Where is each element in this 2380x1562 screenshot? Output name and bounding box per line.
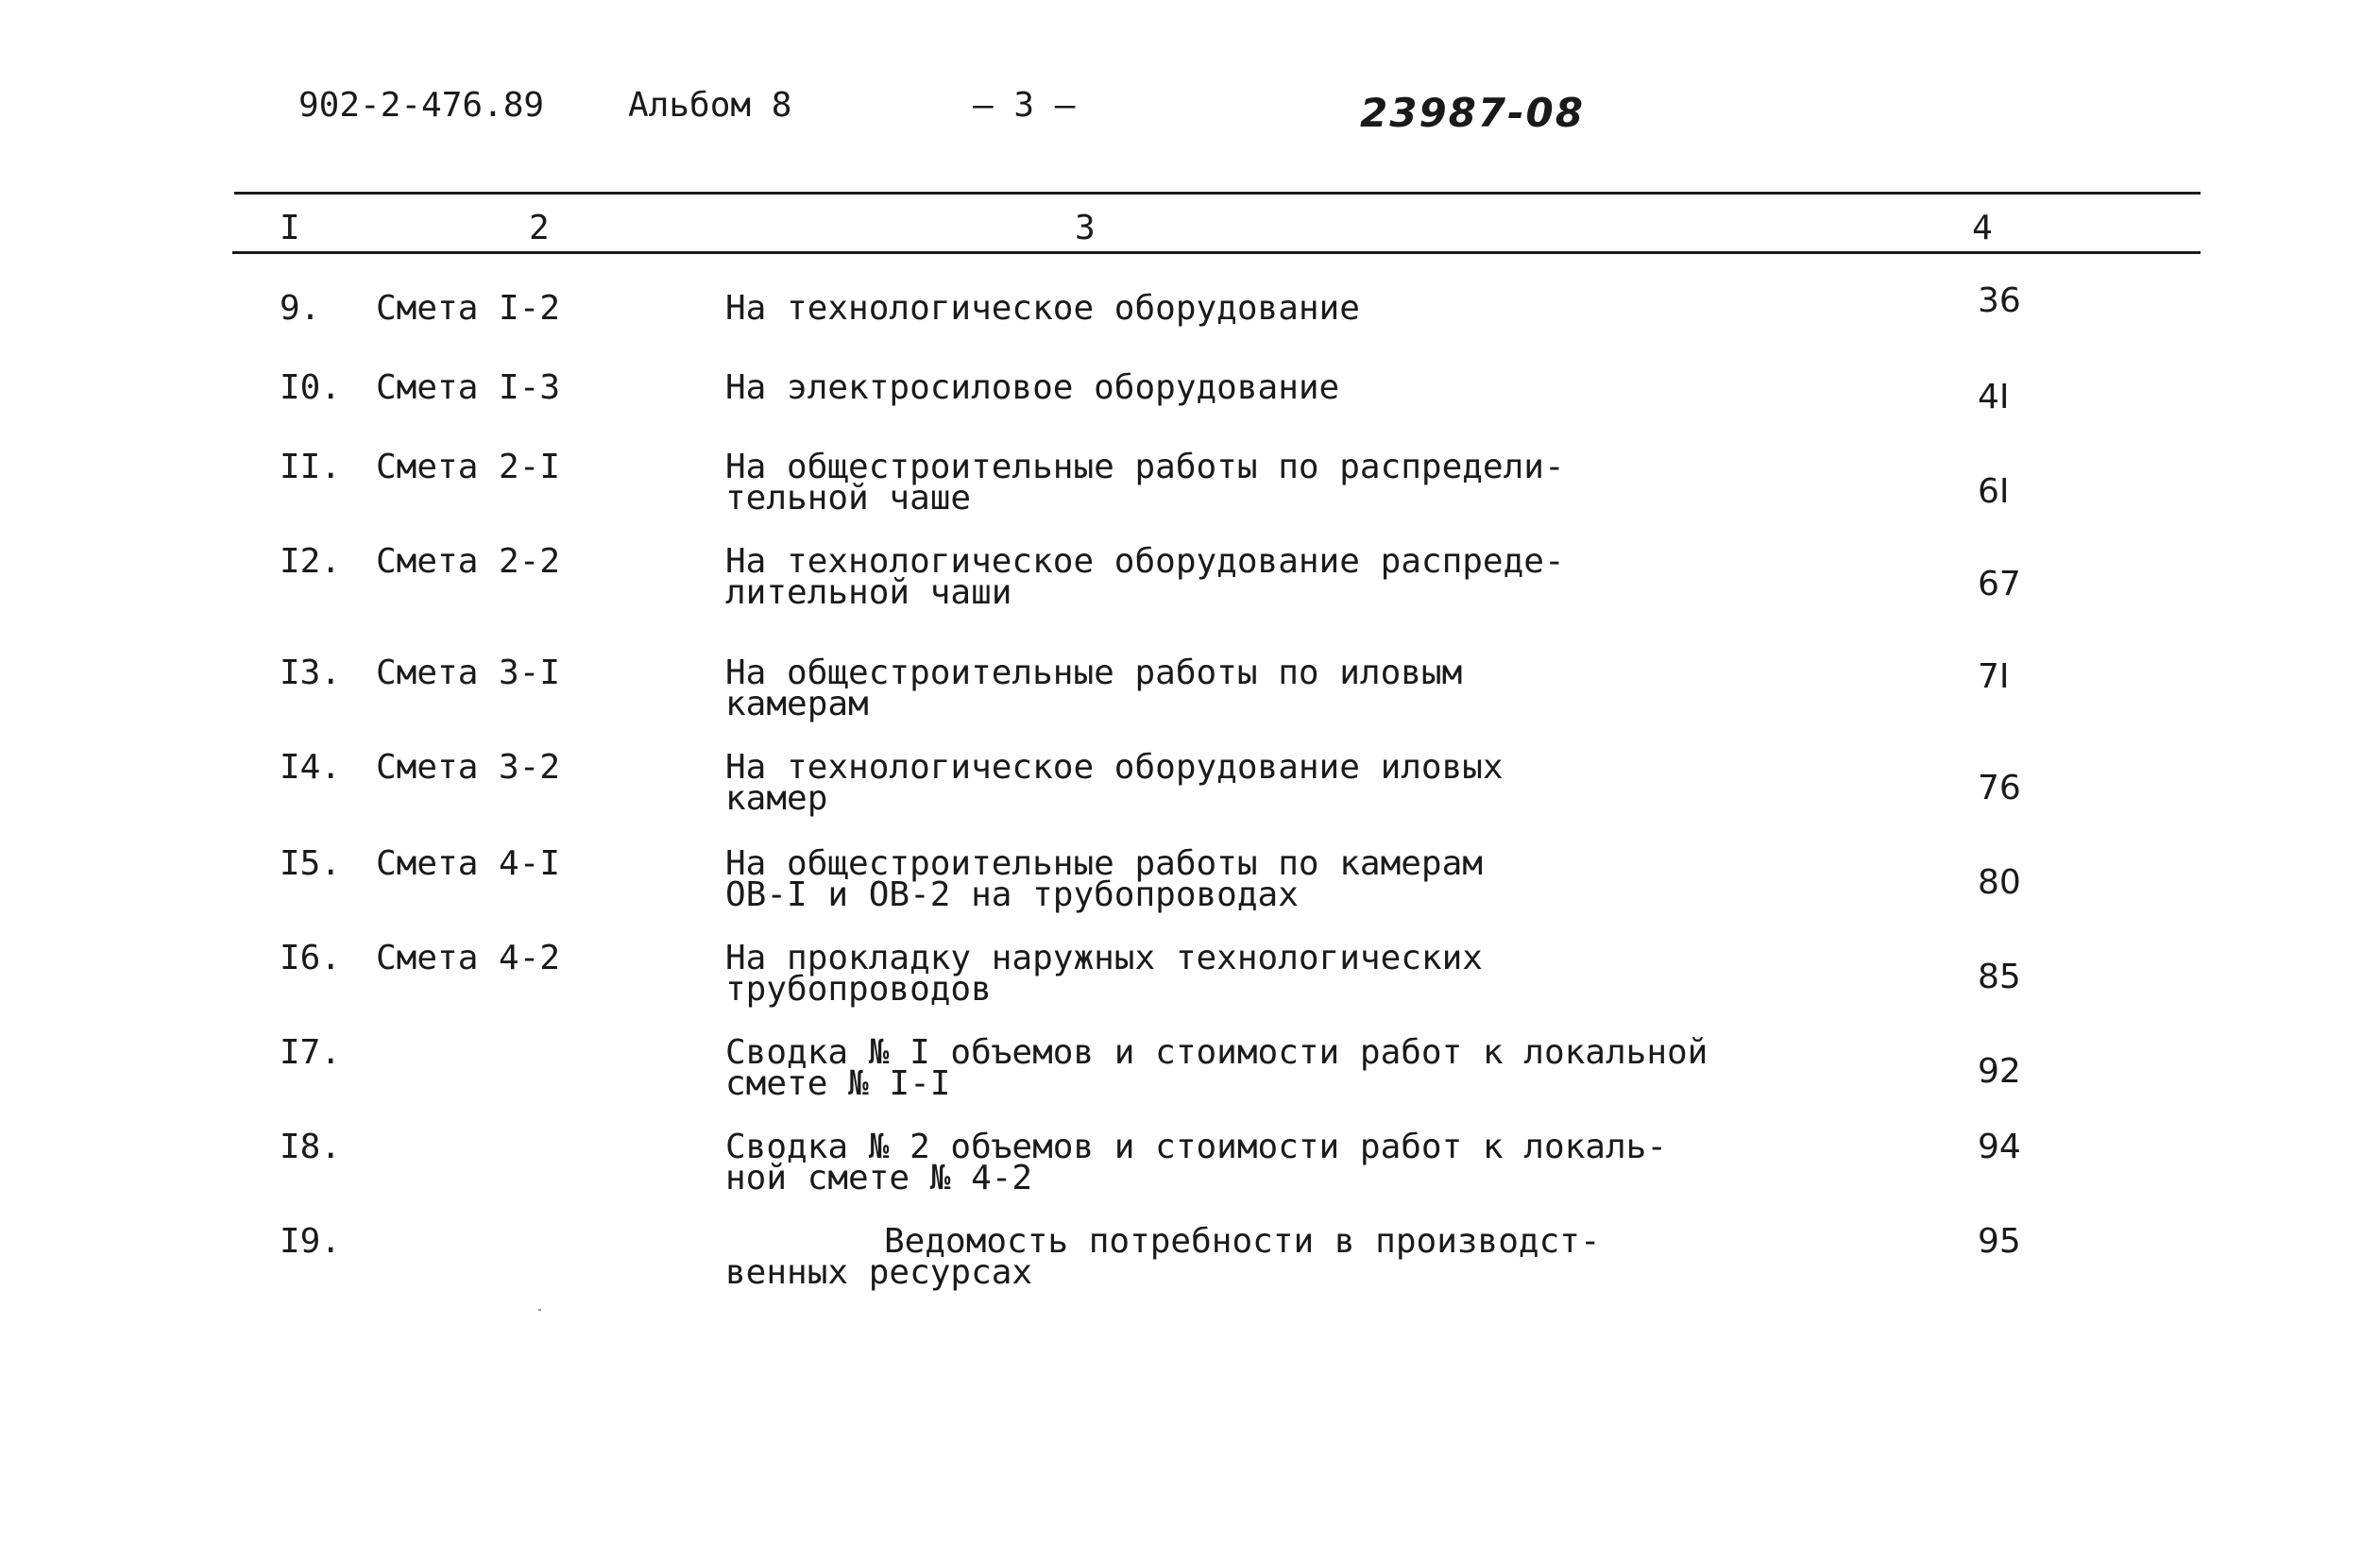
table-top-rule	[234, 192, 2201, 195]
description-line: На общестроительные работы по камерам	[725, 844, 1483, 883]
estimate-code: Смета 4-I	[376, 844, 561, 883]
table-row	[0, 544, 2380, 629]
row-number: II.	[280, 448, 342, 486]
row-description	[725, 939, 1708, 1009]
estimate-code: Смета 3-2	[376, 748, 561, 787]
table-row	[0, 370, 2380, 455]
row-description	[725, 748, 1708, 818]
row-number: I2.	[280, 542, 342, 581]
row-number: I9.	[280, 1222, 342, 1261]
description-line: камер	[725, 779, 828, 818]
column-header-3: 3	[1075, 209, 1096, 247]
description-line: Ведомость потребности в производст-	[884, 1222, 1601, 1261]
row-description	[725, 542, 1708, 612]
column-header-1: I	[280, 209, 300, 247]
handwritten-inventory-number: 23987-08	[1360, 90, 1585, 136]
row-description	[725, 844, 1708, 914]
page-ref: 7I	[1978, 657, 2010, 696]
row-number: 9.	[280, 289, 321, 328]
page-ref: 85	[1978, 958, 2021, 996]
estimate-code: Смета 2-I	[376, 448, 561, 486]
description-line: Сводка № I объемов и стоимости работ к локальной	[725, 1033, 1708, 1072]
table-row	[0, 846, 2380, 931]
row-description	[725, 289, 1708, 328]
table-row	[0, 281, 2380, 376]
table-row	[0, 750, 2380, 835]
row-description	[725, 1033, 1708, 1103]
scan-speck	[538, 1309, 541, 1311]
row-description	[725, 448, 1708, 518]
table-row	[0, 1035, 2380, 1120]
description-line: На технологическое оборудование иловых	[725, 748, 1504, 787]
page-ref: 94	[1978, 1128, 2021, 1166]
table-row	[0, 655, 2380, 740]
table-row	[0, 1129, 2380, 1214]
estimate-code: Смета 3-I	[376, 654, 561, 692]
description-line: камерам	[725, 685, 869, 723]
row-number: I8.	[280, 1128, 342, 1166]
description-line: ной смете № 4-2	[725, 1159, 1033, 1197]
row-number: I4.	[280, 748, 342, 787]
page-number: — 3 —	[973, 86, 1076, 125]
row-description	[725, 1222, 1708, 1292]
estimate-code: Смета I-2	[376, 289, 561, 328]
row-number: I6.	[280, 939, 342, 977]
column-header-4: 4	[1972, 209, 1993, 247]
row-number: I7.	[280, 1033, 342, 1072]
page-ref: 76	[1978, 769, 2021, 807]
page-ref: 67	[1978, 565, 2021, 603]
description-line: Сводка № 2 объемов и стоимости работ к локаль-	[725, 1128, 1667, 1166]
page-ref: 95	[1978, 1222, 2021, 1261]
description-line: ОВ-I и ОВ-2 на трубопроводах	[725, 875, 1299, 914]
row-description	[725, 654, 1708, 723]
row-description	[725, 368, 1708, 407]
page-ref: 80	[1978, 863, 2021, 902]
row-number: I3.	[280, 654, 342, 692]
row-description	[725, 1128, 1708, 1197]
description-line: тельной чаше	[725, 479, 972, 518]
description-line: На электросиловое оборудование	[725, 368, 1340, 407]
page-ref: 36	[1978, 281, 2021, 320]
estimate-code: Смета I-3	[376, 368, 561, 407]
estimate-code: Смета 4-2	[376, 939, 561, 977]
description-line: смете № I-I	[725, 1064, 951, 1103]
description-line: лительной чаши	[725, 573, 1012, 612]
page-ref: 4I	[1978, 378, 2010, 416]
description-line: трубопроводов	[725, 970, 992, 1009]
column-header-2: 2	[529, 209, 550, 247]
description-line: На общестроительные работы по иловым	[725, 654, 1463, 692]
document-code: 902-2-476.89	[298, 86, 545, 125]
row-number: I5.	[280, 844, 342, 883]
description-line: На технологическое оборудование	[725, 289, 1360, 328]
album-label: Альбом 8	[628, 86, 792, 125]
estimate-code: Смета 2-2	[376, 542, 561, 581]
table-row	[0, 450, 2380, 535]
table-row	[0, 1224, 2380, 1309]
description-line: На общестроительные работы по распредели-	[725, 448, 1565, 486]
table-header-rule	[232, 251, 2201, 254]
page-ref: 92	[1978, 1052, 2021, 1091]
description-line: На прокладку наружных технологических	[725, 939, 1483, 977]
description-line: На технологическое оборудование распреде-	[725, 542, 1565, 581]
page-ref: 6I	[1978, 472, 2010, 511]
row-number: I0.	[280, 368, 342, 407]
description-line: венных ресурсах	[725, 1253, 1033, 1292]
table-row	[0, 941, 2380, 1026]
